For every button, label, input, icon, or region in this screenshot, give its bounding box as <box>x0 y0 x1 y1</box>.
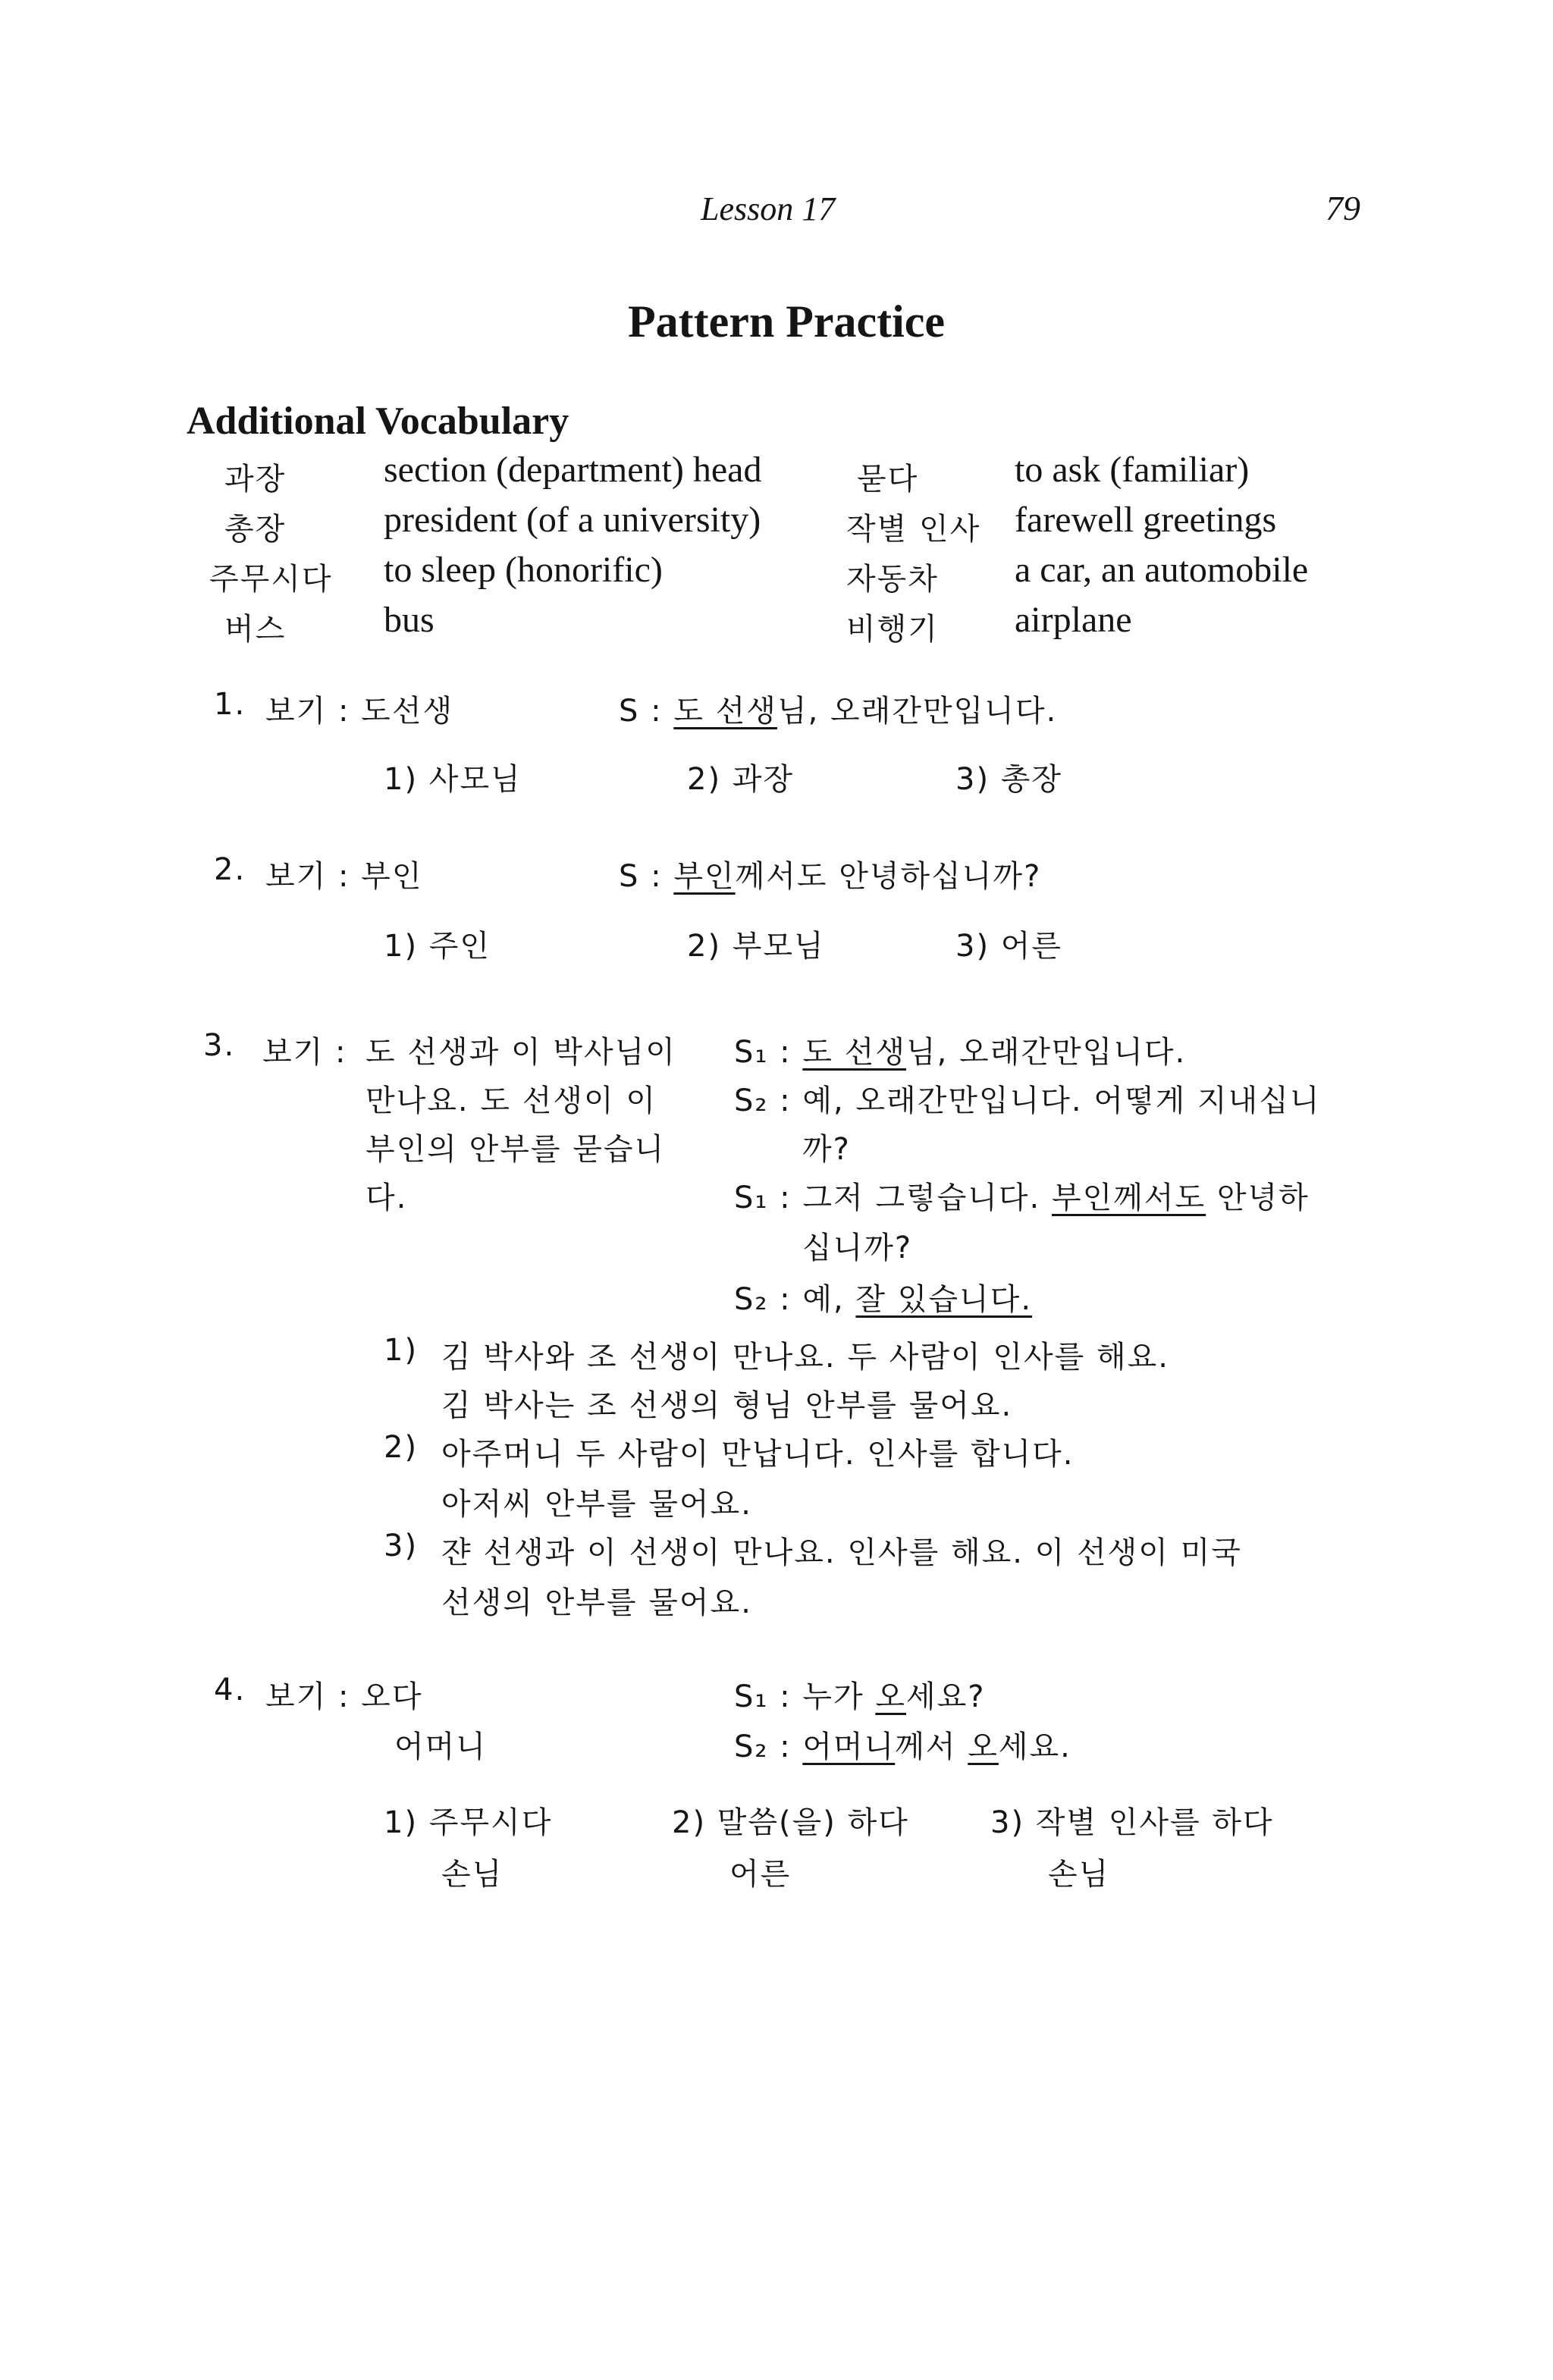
page-title: Pattern Practice <box>628 296 946 346</box>
ex3-d2-text: 예, 오래간만입니다. 어떻게 지내십니 <box>802 1083 1321 1118</box>
vocab-en-3: to sleep (honorific) <box>384 550 663 590</box>
lesson-header: Lesson 17 <box>701 190 836 227</box>
ex4-s1-underlined: 오 <box>875 1679 906 1714</box>
vocab-ko-1: 과장 <box>224 462 287 497</box>
ex4-number: 4. <box>214 1673 246 1707</box>
ex1-option-1: 1) 사모님 <box>384 762 522 797</box>
ex4-bogi: 보기 : 오다 <box>265 1679 423 1714</box>
ex1-rest: 님, 오래간만입니다. <box>776 694 1058 729</box>
ex3-number: 3. <box>203 1028 236 1063</box>
ex3-d3-underlined: 부인께서도 <box>1051 1181 1206 1215</box>
ex3-item-1-num: 1) <box>384 1333 419 1368</box>
ex3-bogi-line-1: 도 선생과 이 박사님이 <box>366 1035 676 1070</box>
ex4-s2-underlined-2: 오 <box>968 1729 999 1764</box>
vocab-ko-4: 버스 <box>224 612 287 647</box>
ex4-option-3-line-2: 손님 <box>1048 1857 1110 1892</box>
ex3-item-2-num: 2) <box>384 1430 419 1465</box>
ex4-dialog-1 <box>734 1673 986 1716</box>
ex3-d1-underlined: 도 선생 <box>802 1035 906 1070</box>
ex3-d4-pre: 예, <box>802 1282 845 1317</box>
vocab-ko-7: 자동차 <box>846 562 939 597</box>
ex4-s2-underlined-1: 어머니 <box>802 1729 896 1764</box>
ex2-option-3: 3) 어른 <box>955 929 1063 964</box>
ex4-s2-speaker: S₂ : <box>734 1729 792 1764</box>
ex3-item-1-line-1: 김 박사와 조 선생이 만나요. 두 사람이 인사를 해요. <box>441 1340 1169 1375</box>
ex2-bogi: 보기 : 부인 <box>265 859 423 894</box>
ex1-underlined: 도 선생 <box>673 694 777 729</box>
ex3-item-3-num: 3) <box>384 1529 419 1563</box>
ex3-dialog-2-cont: 까? <box>802 1132 851 1167</box>
ex3-bogi-line-3: 부인의 안부를 묻습니 <box>366 1132 666 1167</box>
ex3-item-1-line-2: 김 박사는 조 선생의 형님 안부를 물어요. <box>441 1388 1013 1423</box>
ex4-option-3: 3) 작별 인사를 하다 <box>990 1805 1274 1840</box>
ex4-option-2-line-2: 어른 <box>729 1857 792 1892</box>
vocab-en-5: to ask (familiar) <box>1015 450 1250 490</box>
ex3-dialog-3 <box>734 1174 1310 1217</box>
ex3-bogi-line-4: 다. <box>366 1181 408 1215</box>
vocab-ko-6: 작별 인사 <box>846 512 981 547</box>
ex1-option-3: 3) 총장 <box>955 762 1063 797</box>
vocab-ko-2: 총장 <box>224 512 287 547</box>
ex3-d4-underlined: 잘 있습니다. <box>855 1282 1033 1317</box>
ex4-dialog-2 <box>734 1723 1071 1766</box>
ex3-dialog-4 <box>734 1275 1032 1319</box>
vocab-en-2: president (of a university) <box>384 500 761 540</box>
ex3-d4-speaker: S₂ : <box>734 1282 792 1317</box>
ex3-bogi-line-2: 만나요. 도 선생이 이 <box>366 1083 657 1118</box>
vocab-en-6: farewell greetings <box>1015 500 1277 540</box>
ex3-dialog-2 <box>734 1077 1321 1120</box>
vocab-en-8: airplane <box>1015 600 1132 640</box>
ex2-option-1: 1) 주인 <box>384 929 491 964</box>
ex3-item-3-line-2: 선생의 안부를 물어요. <box>441 1585 752 1620</box>
ex2-rest: 께서도 안녕하십니까? <box>735 859 1042 894</box>
ex3-item-2-line-2: 아저씨 안부를 물어요. <box>441 1487 752 1522</box>
ex1-number: 1. <box>214 687 246 722</box>
ex3-d3-speaker: S₁ : <box>734 1181 792 1215</box>
ex3-d3-pre: 그저 그렇습니다. <box>802 1181 1041 1215</box>
ex4-bogi-line-2: 어머니 <box>394 1729 487 1764</box>
ex2-speaker: S : <box>619 859 663 894</box>
ex3-d2-speaker: S₂ : <box>734 1083 792 1118</box>
vocab-en-7: a car, an automobile <box>1015 550 1309 590</box>
ex4-option-1: 1) 주무시다 <box>384 1805 553 1840</box>
ex4-s2-rest: 세요. <box>998 1729 1071 1764</box>
ex4-s1-rest: 세요? <box>905 1679 986 1714</box>
vocab-en-4: bus <box>384 600 435 640</box>
ex1-bogi: 보기 : 도선생 <box>265 694 454 729</box>
ex3-bogi-label: 보기 : <box>262 1035 347 1070</box>
ex3-item-2-line-1: 아주머니 두 사람이 만납니다. 인사를 합니다. <box>441 1437 1075 1472</box>
ex4-option-2: 2) 말씀(을) 하다 <box>672 1805 909 1840</box>
ex3-dialog-1 <box>734 1028 1186 1071</box>
ex2-sentence <box>619 852 1041 895</box>
ex1-option-2: 2) 과장 <box>687 762 795 797</box>
vocab-heading: Additional Vocabulary <box>187 400 569 443</box>
vocab-ko-8: 비행기 <box>846 612 939 647</box>
ex3-dialog-3-cont: 십니까? <box>802 1231 913 1265</box>
ex4-s1-pre: 누가 <box>802 1679 864 1714</box>
ex2-number: 2. <box>214 852 246 887</box>
ex4-s1-speaker: S₁ : <box>734 1679 792 1714</box>
ex2-underlined: 부인 <box>673 859 736 894</box>
ex4-option-1-line-2: 손님 <box>441 1857 504 1892</box>
ex3-d1-rest: 님, 오래간만입니다. <box>905 1035 1187 1070</box>
vocab-en-1: section (department) head <box>384 450 762 490</box>
ex2-option-2: 2) 부모님 <box>687 929 825 964</box>
ex3-item-3-line-1: 쟌 선생과 이 선생이 만나요. 인사를 해요. 이 선생이 미국 <box>441 1535 1242 1570</box>
ex3-d3-post: 안녕하 <box>1216 1181 1310 1215</box>
ex1-speaker: S : <box>619 694 663 729</box>
ex4-s2-mid: 께서 <box>895 1729 957 1764</box>
vocab-ko-3: 주무시다 <box>209 562 333 597</box>
page-number: 79 <box>1326 189 1360 227</box>
ex1-sentence <box>619 687 1057 730</box>
vocab-ko-5: 묻다 <box>857 462 919 497</box>
ex3-d1-speaker: S₁ : <box>734 1035 792 1070</box>
